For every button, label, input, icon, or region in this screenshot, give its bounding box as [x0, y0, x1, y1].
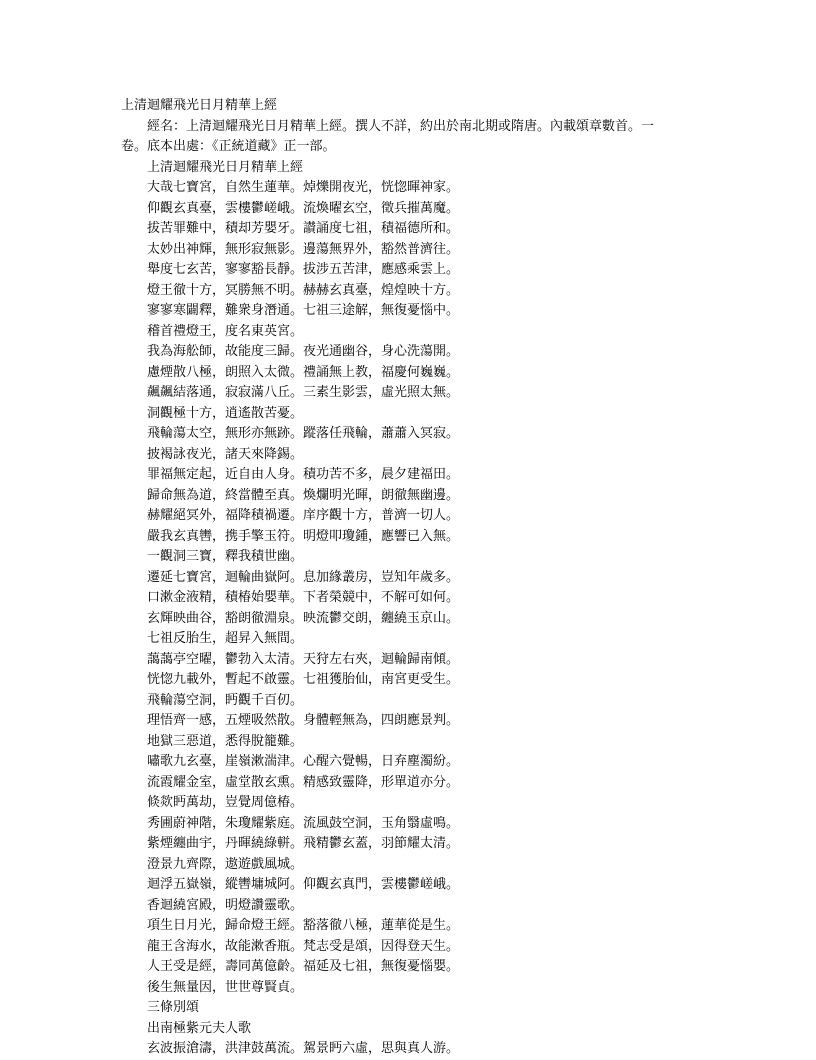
verse-line: 理悟齊一感，五煙吸然散。身體輕無為，四朗應景判。 [147, 713, 460, 728]
verse-line: 飛輪蕩空洞，眄觀千百仞。 [147, 692, 304, 708]
verse-line: 舉度七玄苦，寥寥豁長靜。拔涉五苦津，應感乘雲上。 [147, 262, 460, 277]
verse-line: 恍惚九載外，暫起不啟靈。七祖獲胎仙，南宮更受生。 [147, 672, 460, 687]
verse-line: 嘯歌九玄臺，崖嶺漱湍津。心醒六覺暢，日弃塵濁紛。 [147, 754, 460, 769]
verse-line: 澄景九齊際，遨遊戲風城。 [147, 856, 304, 872]
document-body [121, 96, 701, 1060]
verse-line: 遷延七寶宮，迴輪曲嶽阿。息加緣叢房，豈知年歲多。 [147, 569, 460, 585]
poem-line: 玄波振滄濤，洪津鼓萬流。駕景眄六虛，思與真人游。 [147, 1041, 460, 1056]
verse-line: 龍王含海水，故能漱香瓶。梵志受是頌，因得登天生。 [147, 938, 460, 954]
verse-line: 我為海舩師，故能度三歸。夜光通幽谷，身心洗蕩開。 [147, 344, 460, 359]
verse-line: 流霞耀金室，虛堂散玄熏。精感致靈降，形單道亦分。 [147, 774, 460, 790]
verse-line: 稽首禮燈王，度名東英宮。 [147, 323, 304, 339]
verse-line: 歸命無為道，終當體至真。煥爛明光暉，朗徹無幽邊。 [147, 487, 460, 503]
poem-title: 出南極紫元夫人歌 [147, 1020, 252, 1036]
verse-line: 秀圃蔚神階，朱瓊耀紫庭。流風鼓空洞，玉角翳虛鳴。 [147, 815, 460, 831]
verse-line: 後生無量因，世世尊賢貞。 [147, 979, 304, 995]
verse-line: 赫耀絕冥外，福降積禍遷。庠序觀十方，普濟一切人。 [147, 508, 460, 523]
verse-line: 紫煙纏曲宇，丹暉繞綠軿。飛精鬱玄蓋，羽節耀太清。 [147, 836, 460, 851]
verse-line: 拔苦罪難中，積却芳嬰牙。讃誦度七祖，積福德所和。 [147, 221, 460, 236]
verse-line: 燈王徹十方，冥勝無不明。赫赫玄真臺，煌煌映十方。 [147, 282, 460, 298]
verse-line: 地獄三惡道，悉得脫籠難。 [147, 733, 304, 749]
verse-line: 倐欻眄萬劫，豈覺周億椿。 [147, 795, 304, 810]
document-note-line-2: 卷。底本出處：《正統道藏》正一部。 [121, 139, 336, 154]
verse-line: 寥寥寒闢釋，難衆身潛通。七祖三途解，無復憂惱中。 [147, 303, 460, 318]
verse-line: 口漱金液精，積椿始嬰華。下者榮競中，不解可如何。 [147, 590, 460, 605]
verse-line: 大哉七寶宮，自然生蓮華。焯爍開夜光，恍惚暉神家。 [147, 180, 460, 195]
verse-line: 藹藹亭空曜，鬱勃入太清。天狩左右夾，迴輪歸南傾。 [147, 651, 460, 667]
document-subtitle: 上清迴耀飛光日月精華上經 [147, 159, 304, 175]
verse-line: 迴浮五嶽嶺，縱轡墉城阿。仰觀玄真門，雲樓鬱嵯峨。 [147, 877, 460, 892]
document-title: 上清迴耀飛光日月精華上經 [121, 98, 278, 113]
verse-list [121, 178, 701, 998]
section-title: 三條別頌 [147, 1000, 200, 1015]
verse-line: 香迴繞宮殿，明燈讚靈歌。 [147, 897, 304, 913]
verse-line: 人王受是經，壽同萬億齡。福延及七祖，無復憂惱嬰。 [147, 959, 460, 974]
verse-line: 飛輪蕩太空，無形亦無跡。蹤落任飛輪，蕭蕭入冥寂。 [147, 426, 460, 441]
verse-line: 慮煙散八極，朗照入太微。禮誦無上教，福慶何巍巍。 [147, 364, 460, 380]
verse-line: 飆飆結落通，寂寂滿八丘。三素生影雲，虛光照太無。 [147, 385, 460, 400]
verse-line: 披褐詠夜光，諸天來降錫。 [147, 446, 304, 462]
document-note-line-1: 經名：上清迴耀飛光日月精華上經。撰人不詳，約出於南北期或隋唐。內載頌章數首。一 [147, 118, 655, 134]
verse-line: 嚴我玄真轡，携手擎玉符。明燈叩瓊鍾，應響已入無。 [147, 528, 460, 544]
verse-line: 洞觀極十方，逍遙散苦憂。 [147, 405, 304, 421]
verse-line: 七祖反胎生，超昇入無間。 [147, 631, 304, 646]
verse-line: 項生日月光，歸命燈王經。豁落徹八極，蓮華從是生。 [147, 918, 460, 933]
poem-lines [121, 1039, 701, 1060]
verse-line: 罪福無定起，近自由人身。積功苦不多，晨夕建福田。 [147, 467, 460, 482]
verse-line: 玄輝映曲谷，豁朗徹淵泉。映流鬱交朗，纏繞玉京山。 [147, 610, 460, 626]
verse-line: 太妙出神輝，無形寂無影。邊蕩無界外，豁然普濟往。 [147, 241, 460, 257]
verse-line: 一觀洞三寶，釋我積世幽。 [147, 549, 304, 564]
verse-line: 仰觀玄真臺，雲樓鬱嵯峨。流煥曜玄空，徵兵摧萬魔。 [147, 200, 460, 216]
